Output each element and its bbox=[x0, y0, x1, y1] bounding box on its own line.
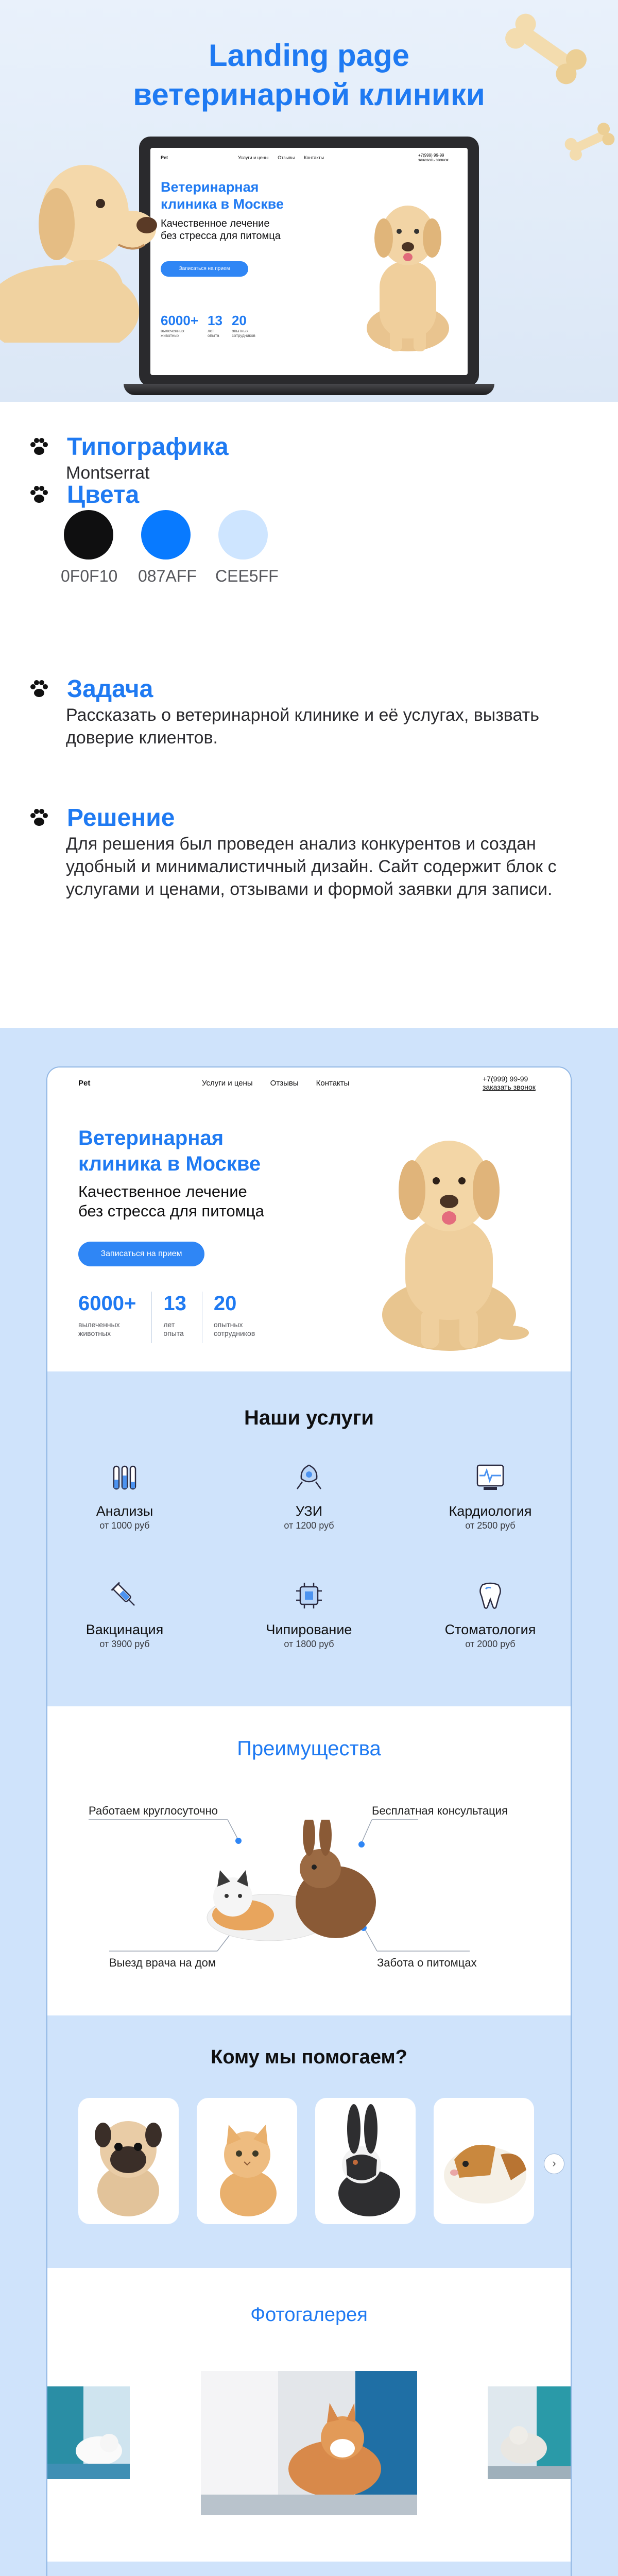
paw-icon bbox=[29, 679, 49, 700]
laptop-screen-preview: Pet Услуги и цены Отзывы Контакты +7(999) 99-99 заказать звонок Ветеринарная клиника в Москве Качественное лечение без стресса для питомца Записаться на прием 6000+ вылеченных животных 13 лет опыта 20 опытных сотрудников bbox=[150, 148, 468, 375]
gallery-photo[interactable] bbox=[201, 2371, 417, 2515]
typography-value: Montserrat bbox=[66, 463, 150, 483]
solution-text: Для решения был проведен анализ конкурентов и создан удобный и минималистичный дизайн. Сайт содержит блок с услугами и ценами, отзывами и формой заявки для записи. bbox=[66, 834, 557, 899]
advantages-title: Преимущества bbox=[237, 1737, 381, 1760]
stats-row bbox=[78, 1292, 282, 1343]
solution-title: Решение bbox=[67, 804, 175, 832]
site-nav bbox=[47, 1067, 571, 1098]
pet-card-cat[interactable] bbox=[197, 2098, 297, 2224]
service-item[interactable]: Стоматология от 2000 руб bbox=[434, 1578, 547, 1650]
hero-section bbox=[0, 0, 618, 402]
service-item[interactable]: Анализы от 1000 руб bbox=[68, 1459, 181, 1532]
cat-and-rabbit-illustration bbox=[197, 1820, 403, 1948]
dog-illustration bbox=[354, 189, 462, 359]
nav-link-services[interactable]: Услуги и цены bbox=[202, 1079, 253, 1088]
chevron-right-icon[interactable]: › bbox=[544, 2154, 564, 2174]
nav-link-contacts[interactable]: Контакты bbox=[316, 1079, 350, 1088]
colors-block bbox=[29, 461, 139, 510]
stat-item: 6000+ вылеченных животных bbox=[78, 1292, 152, 1343]
color-swatch: 087AFF bbox=[138, 510, 194, 586]
service-item[interactable]: Кардиология от 2500 руб bbox=[434, 1459, 547, 1532]
rabbit-illustration bbox=[315, 2098, 416, 2224]
task-block bbox=[29, 675, 595, 749]
color-swatch: 0F0F10 bbox=[61, 510, 116, 586]
chip-icon bbox=[291, 1578, 327, 1614]
gallery-section bbox=[47, 2268, 571, 2562]
bone-icon bbox=[494, 10, 597, 88]
site-hero bbox=[47, 1067, 571, 1371]
gallery-title: Фотогалерея bbox=[250, 2304, 368, 2326]
ultrasound-icon bbox=[291, 1459, 327, 1495]
service-item[interactable]: Вакцинация от 3900 руб bbox=[68, 1578, 181, 1650]
task-title: Задача bbox=[67, 675, 153, 703]
test-tubes-icon bbox=[107, 1459, 143, 1495]
phone-callback[interactable]: +7(999) 99-99 заказать звонок bbox=[483, 1075, 536, 1091]
dog-photo bbox=[362, 1129, 537, 1356]
gallery-photo[interactable] bbox=[47, 2386, 130, 2479]
stat-item: 13 лет опыта bbox=[163, 1292, 202, 1343]
site-logo[interactable]: Pet bbox=[78, 1079, 91, 1088]
color-swatch: CEE5FF bbox=[215, 510, 271, 586]
site-hero-subtitle: Качественное лечение без стресса для питомца bbox=[78, 1182, 264, 1220]
solution-block bbox=[29, 804, 595, 901]
site-hero-title: Ветеринарная клиника в Москве bbox=[78, 1127, 261, 1175]
paw-icon bbox=[29, 808, 49, 828]
service-item[interactable]: Чипирование от 1800 руб bbox=[252, 1578, 366, 1650]
advantages-section bbox=[47, 1706, 571, 2015]
help-title: Кому мы помогаем? bbox=[211, 2046, 407, 2068]
advantage-item: Забота о питомцах bbox=[377, 1956, 477, 1969]
task-text: Рассказать о ветеринарной клинике и её услугах, вызвать доверие клиентов. bbox=[66, 705, 539, 748]
color-swatches bbox=[61, 510, 279, 586]
tooth-icon bbox=[472, 1578, 508, 1614]
service-item[interactable]: УЗИ от 1200 руб bbox=[252, 1459, 366, 1532]
paw-icon bbox=[29, 437, 49, 457]
cat-illustration bbox=[197, 2098, 297, 2224]
services-section bbox=[47, 1371, 571, 1706]
guinea-pig-illustration bbox=[434, 2098, 534, 2224]
typography-title: Типографика bbox=[67, 433, 229, 461]
advantage-item: Бесплатная консультация bbox=[372, 1804, 508, 1817]
reviews-section bbox=[47, 2562, 571, 2576]
book-appointment-button[interactable]: Записаться на прием bbox=[78, 1242, 204, 1266]
heart-monitor-icon bbox=[472, 1459, 508, 1495]
stat-item: 20 опытных сотрудников bbox=[213, 1292, 255, 1337]
pet-card-pug[interactable] bbox=[78, 2098, 179, 2224]
laptop-mockup bbox=[124, 137, 494, 397]
labrador-illustration bbox=[0, 126, 160, 343]
syringe-icon bbox=[107, 1578, 143, 1614]
pet-card-guinea-pig[interactable] bbox=[434, 2098, 534, 2224]
pet-card-rabbit[interactable] bbox=[315, 2098, 416, 2224]
site-mockup bbox=[46, 1066, 572, 2576]
advantage-item: Выезд врача на дом bbox=[109, 1956, 216, 1969]
paw-icon bbox=[29, 485, 49, 505]
gallery-photo[interactable] bbox=[488, 2386, 572, 2479]
colors-title: Цвета bbox=[67, 481, 140, 509]
pug-illustration bbox=[78, 2098, 179, 2224]
bone-icon bbox=[561, 118, 618, 165]
hero-title: Landing page ветеринарной клиники bbox=[133, 38, 485, 112]
nav-link-reviews[interactable]: Отзывы bbox=[270, 1079, 299, 1088]
advantage-item: Работаем круглосуточно bbox=[89, 1804, 218, 1817]
services-title: Наши услуги bbox=[244, 1406, 374, 1429]
